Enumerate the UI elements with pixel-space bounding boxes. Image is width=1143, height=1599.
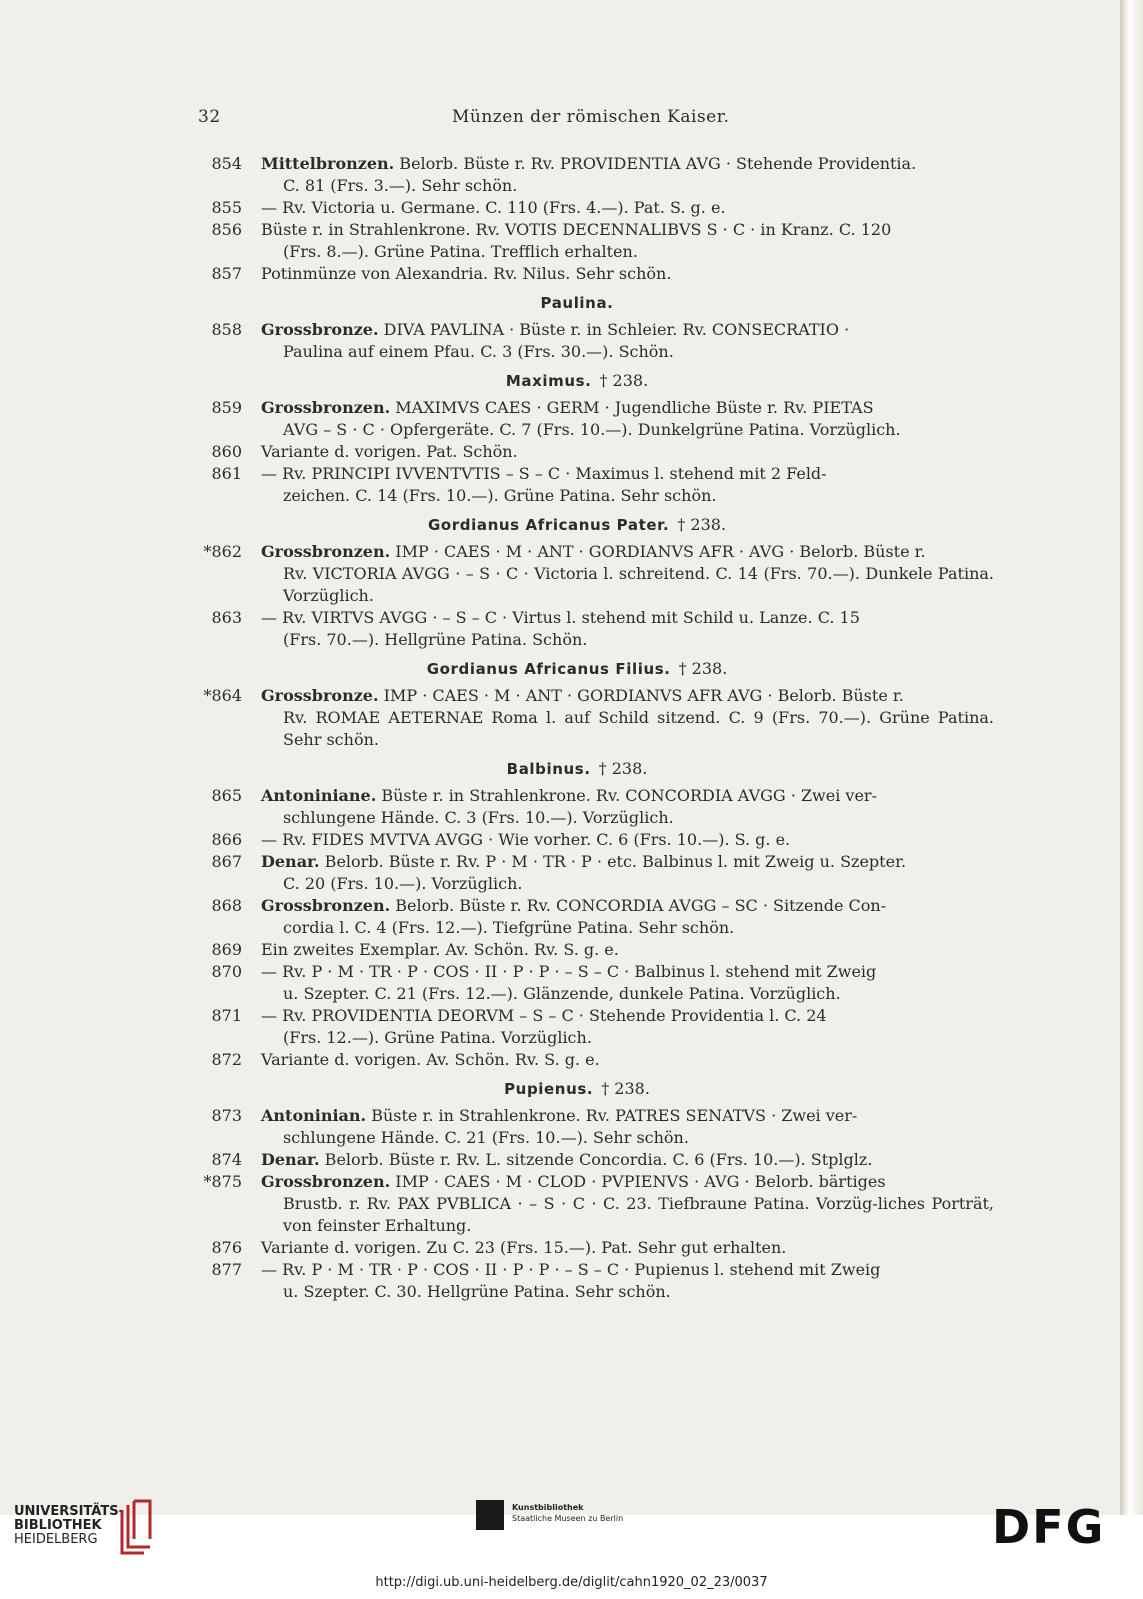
entry-continuation: Paulina auf einem Pfau. C. 3 (Frs. 30.—). Schön. <box>283 342 674 361</box>
emperor-name: Maximus. <box>505 372 592 390</box>
page-edge <box>1120 0 1143 1515</box>
entry-description: Variante d. vorigen. Av. Schön. Rv. S. g. e. <box>261 1050 600 1069</box>
death-date: † 238. <box>677 515 727 534</box>
catalog-entries <box>0 153 1120 1303</box>
entry-text <box>261 1171 994 1193</box>
entry-text <box>261 319 994 341</box>
entry-continuation: zeichen. C. 14 (Frs. 10.—). Grüne Patina. Sehr schön. <box>283 486 717 505</box>
entry-text <box>261 1149 994 1171</box>
lot-number: 854 <box>211 154 242 173</box>
section-heading <box>0 758 1120 780</box>
lot-number: 860 <box>211 442 242 461</box>
catalog-entry <box>0 463 1120 507</box>
entry-continuation: AVG – S · C · Opfergeräte. C. 7 (Frs. 10.—). Dunkelgrüne Patina. Vorzüglich. <box>283 420 901 439</box>
emperor-name: Gordianus Africanus Filius. <box>426 660 671 678</box>
coin-type: Denar. <box>261 852 320 871</box>
lot-number: 868 <box>211 896 242 915</box>
coin-type: Antoniniane. <box>261 786 377 805</box>
entry-continuation: C. 20 (Frs. 10.—). Vorzüglich. <box>283 874 523 893</box>
catalog-entry <box>0 829 1120 851</box>
lot-number: 874 <box>211 1150 242 1169</box>
kb-name: Kunstbibliothek <box>512 1503 584 1512</box>
catalog-entry <box>0 1149 1120 1171</box>
death-date: † 238. <box>601 1079 650 1098</box>
entry-text <box>261 541 994 563</box>
section-heading <box>0 292 1120 314</box>
catalog-entry <box>0 541 1120 607</box>
entry-text <box>261 785 994 807</box>
entry-continuation: Rv. VICTORIA AVGG · – S · C · Victoria l. schreitend. C. 14 (Frs. 70.—). Dunkele Patina. Vorzüglich. <box>283 564 994 605</box>
entry-text <box>261 851 994 873</box>
entry-continuation: (Frs. 8.—). Grüne Patina. Trefflich erhalten. <box>283 242 638 261</box>
lot-number: *864 <box>203 686 242 705</box>
entry-description: IMP · CAES · M · CLOD · PVPIENVS · AVG · Belorb. bärtiges <box>390 1172 886 1191</box>
lot-number: 859 <box>211 398 242 417</box>
entry-description: Variante d. vorigen. Pat. Schön. <box>261 442 518 461</box>
running-title: Münzen der römischen Kaiser. <box>452 107 730 127</box>
catalog-entry <box>0 397 1120 441</box>
section-heading <box>0 514 1120 536</box>
entry-continuation: u. Szepter. C. 30. Hellgrüne Patina. Sehr schön. <box>283 1282 671 1301</box>
entry-text <box>261 397 994 419</box>
lot-number: 856 <box>211 220 242 239</box>
entry-text <box>261 219 994 241</box>
entry-text <box>261 441 994 463</box>
entry-description: Variante d. vorigen. Zu C. 23 (Frs. 15.—). Pat. Sehr gut erhalten. <box>261 1238 787 1257</box>
entry-description: — Rv. Victoria u. Germane. C. 110 (Frs. 4.—). Pat. S. g. e. <box>261 198 726 217</box>
catalog-entry <box>0 197 1120 219</box>
entry-text <box>261 1259 994 1281</box>
dfg-logo[interactable]: DFG <box>992 1500 1106 1554</box>
catalog-entry <box>0 851 1120 895</box>
catalog-entry <box>0 153 1120 197</box>
entry-description: — Rv. PRINCIPI IVVENTVTIS – S – C · Maximus l. stehend mit 2 Feld- <box>261 464 827 483</box>
catalog-entry <box>0 785 1120 829</box>
catalog-entry <box>0 685 1120 751</box>
kunstbibliothek-emblem-icon <box>476 1500 504 1530</box>
entry-text <box>261 607 994 629</box>
entry-text <box>261 895 994 917</box>
lot-number: 873 <box>211 1106 242 1125</box>
entry-description: MAXIMVS CAES · GERM · Jugendliche Büste r. Rv. PIETAS <box>390 398 874 417</box>
entry-text <box>261 1005 994 1027</box>
entry-continuation: Rv. ROMAE AETERNAE Roma l. auf Schild sitzend. C. 9 (Frs. 70.—). Grüne Patina. Sehr schön. <box>283 708 994 749</box>
ub-line2: BIBLIOTHEK <box>14 1518 102 1533</box>
lot-number: 877 <box>211 1260 242 1279</box>
entry-continuation: C. 81 (Frs. 3.—). Sehr schön. <box>283 176 518 195</box>
lot-number: 855 <box>211 198 242 217</box>
lot-number: 865 <box>211 786 242 805</box>
lot-number: 861 <box>211 464 242 483</box>
coin-type: Grossbronze. <box>261 686 379 705</box>
entry-description: Belorb. Büste r. Rv. P · M · TR · P · etc. Balbinus l. mit Zweig u. Szepter. <box>319 852 907 871</box>
entry-text <box>261 1237 994 1259</box>
coin-type: Grossbronzen. <box>261 1172 391 1191</box>
section-heading <box>0 1078 1120 1100</box>
ub-book-mark-icon <box>114 1497 158 1557</box>
coin-type: Grossbronzen. <box>261 896 391 915</box>
entry-text <box>261 961 994 983</box>
lot-number: *875 <box>203 1172 242 1191</box>
coin-type: Grossbronzen. <box>261 398 391 417</box>
section-heading <box>0 370 1120 392</box>
entry-description: Ein zweites Exemplar. Av. Schön. Rv. S. g. e. <box>261 940 619 959</box>
page-number: 32 <box>198 107 221 127</box>
death-date: † 238. <box>678 659 728 678</box>
entry-description: IMP · CAES · M · ANT · GORDIANVS AFR AVG · Belorb. Büste r. <box>378 686 904 705</box>
ub-line3: HEIDELBERG <box>14 1532 98 1547</box>
ub-heidelberg-logo[interactable] <box>14 1505 124 1547</box>
entry-text <box>261 939 994 961</box>
lot-number: 863 <box>211 608 242 627</box>
coin-type: Grossbronzen. <box>261 542 391 561</box>
entry-description: DIVA PAVLINA · Büste r. in Schleier. Rv. CONSECRATIO · <box>378 320 850 339</box>
catalog-entry <box>0 1237 1120 1259</box>
emperor-name: Balbinus. <box>506 760 591 778</box>
coin-type: Mittelbronzen. <box>261 154 395 173</box>
lot-number: 867 <box>211 852 242 871</box>
lot-number: 876 <box>211 1238 242 1257</box>
catalog-entry <box>0 1259 1120 1303</box>
entry-description: Belorb. Büste r. Rv. CONCORDIA AVGG – SC · Sitzende Con- <box>390 896 887 915</box>
catalog-entry <box>0 1005 1120 1049</box>
catalog-entry <box>0 1171 1120 1237</box>
coin-type: Grossbronze. <box>261 320 379 339</box>
entry-description: Potinmünze von Alexandria. Rv. Nilus. Sehr schön. <box>261 264 672 283</box>
entry-description: — Rv. P · M · TR · P · COS · II · P · P · – S – C · Balbinus l. stehend mit Zweig <box>261 962 877 981</box>
lot-number: 857 <box>211 264 242 283</box>
entry-continuation: (Frs. 70.—). Hellgrüne Patina. Schön. <box>283 630 588 649</box>
entry-description: Belorb. Büste r. Rv. PROVIDENTIA AVG · Stehende Providentia. <box>394 154 917 173</box>
lot-number: *862 <box>203 542 242 561</box>
lot-number: 866 <box>211 830 242 849</box>
lot-number: 871 <box>211 1006 242 1025</box>
entry-continuation: Brustb. r. Rv. PAX PVBLICA · – S · C · C. 23. Tiefbraune Patina. Vorzüg-liches Porträt, von feinster Erhaltung. <box>283 1194 994 1235</box>
lot-number: 870 <box>211 962 242 981</box>
catalog-entry <box>0 1049 1120 1071</box>
catalog-entry <box>0 607 1120 651</box>
entry-continuation: u. Szepter. C. 21 (Frs. 12.—). Glänzende, dunkele Patina. Vorzüglich. <box>283 984 841 1003</box>
emperor-name: Pupienus. <box>504 1080 594 1098</box>
kb-subtitle: Staatliche Museen zu Berlin <box>512 1514 624 1523</box>
entry-description: — Rv. FIDES MVTVA AVGG · Wie vorher. C. 6 (Frs. 10.—). S. g. e. <box>261 830 791 849</box>
entry-continuation: (Frs. 12.—). Grüne Patina. Vorzüglich. <box>283 1028 592 1047</box>
page-header <box>0 107 1120 131</box>
ub-line1: UNIVERSITÄTS- <box>14 1504 124 1519</box>
entry-text <box>261 153 994 175</box>
entry-description: Büste r. in Strahlenkrone. Rv. PATRES SENATVS · Zwei ver- <box>366 1106 858 1125</box>
coin-type: Antoninian. <box>261 1106 367 1125</box>
catalog-entry <box>0 1105 1120 1149</box>
catalog-entry <box>0 961 1120 1005</box>
entry-description: — Rv. P · M · TR · P · COS · II · P · P · – S – C · Pupienus l. stehend mit Zweig <box>261 1260 881 1279</box>
entry-text <box>261 463 994 485</box>
coin-type: Denar. <box>261 1150 320 1169</box>
section-heading <box>0 658 1120 680</box>
entry-continuation: cordia l. C. 4 (Frs. 12.—). Tiefgrüne Patina. Sehr schön. <box>283 918 735 937</box>
entry-description: Belorb. Büste r. Rv. L. sitzende Concordia. C. 6 (Frs. 10.—). Stplglz. <box>319 1150 873 1169</box>
entry-description: IMP · CAES · M · ANT · GORDIANVS AFR · AVG · Belorb. Büste r. <box>390 542 926 561</box>
emperor-name: Paulina. <box>540 294 614 312</box>
emperor-name: Gordianus Africanus Pater. <box>427 516 670 534</box>
lot-number: 872 <box>211 1050 242 1069</box>
catalog-entry <box>0 895 1120 939</box>
lot-number: 858 <box>211 320 242 339</box>
catalog-entry <box>0 219 1120 263</box>
catalog-entry <box>0 319 1120 363</box>
entry-text <box>261 1049 994 1071</box>
entry-continuation: schlungene Hände. C. 3 (Frs. 10.—). Vorzüglich. <box>283 808 674 827</box>
entry-continuation: schlungene Hände. C. 21 (Frs. 10.—). Sehr schön. <box>283 1128 689 1147</box>
lot-number: 869 <box>211 940 242 959</box>
entry-description: Büste r. in Strahlenkrone. Rv. CONCORDIA AVGG · Zwei ver- <box>376 786 877 805</box>
entry-description: — Rv. VIRTVS AVGG · – S – C · Virtus l. stehend mit Schild u. Lanze. C. 15 <box>261 608 860 627</box>
entry-text <box>261 1105 994 1127</box>
catalog-entry <box>0 263 1120 285</box>
entry-description: Büste r. in Strahlenkrone. Rv. VOTIS DECENNALIBVS S · C · in Kranz. C. 120 <box>261 220 892 239</box>
death-date: † 238. <box>598 759 648 778</box>
page-url[interactable]: http://digi.ub.uni-heidelberg.de/diglit/cahn1920_02_23/0037 <box>375 1575 768 1590</box>
entry-text <box>261 197 994 219</box>
entry-text <box>261 829 994 851</box>
catalog-entry <box>0 441 1120 463</box>
entry-description: — Rv. PROVIDENTIA DEORVM – S – C · Stehende Providentia l. C. 24 <box>261 1006 827 1025</box>
catalog-entry <box>0 939 1120 961</box>
entry-text <box>261 263 994 285</box>
death-date: † 238. <box>599 371 649 390</box>
entry-text <box>261 685 994 707</box>
